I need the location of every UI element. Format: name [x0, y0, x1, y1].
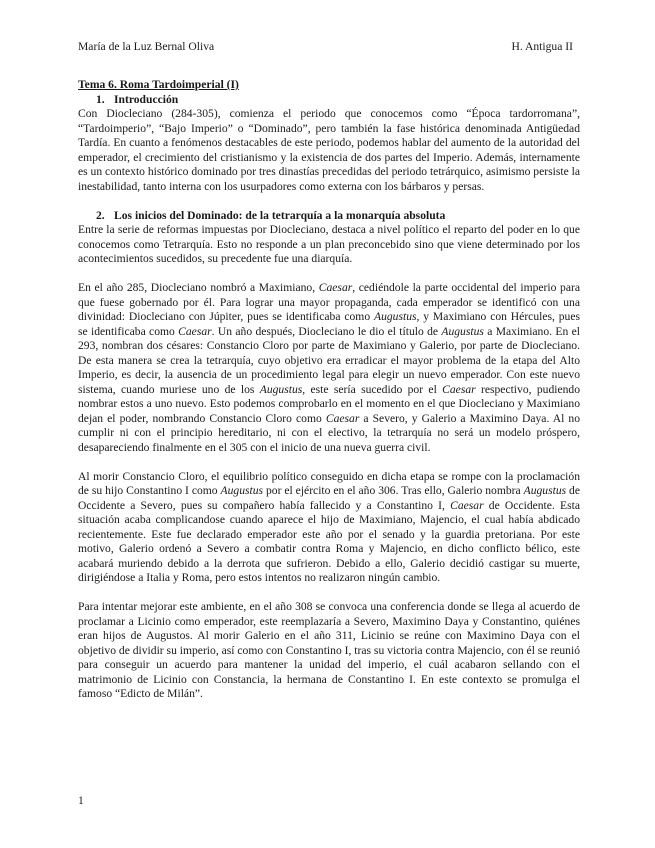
page-number: 1 — [78, 794, 84, 807]
paragraph-reforms: Entre la serie de reformas impuestas por Diocleciano, destaca a nivel político el reparto del poder en lo que conocemos como Tetrarquía. Esto no responde a un plan preconcebido sino que viene determinado por los acontecimientos sucedidos, su precedente fue una diarquía. — [78, 223, 580, 265]
section-title: Los inicios del Dominado: de la tetrarquía a la monarquía absoluta — [114, 208, 446, 222]
paragraph-tetrarchy: En el año 285, Diocleciano nombró a Maximiano, Caesar, cediéndole la parte occidental del imperio para que fuese gobernado por él. Para lograr una mayor propaganda, cada emperador se identificó con una divinidad: Diocleciano con Júpiter, pues se identificaba como Augustus, y Maximiano con Hércules, pues se identificaba como Caesar. Un año después, Diocleciano le dio el título de Augustus a Maximiano. En el 293, nombran dos césares: Constancio Cloro por parte de Maximiano y Galerio, por parte de Diocleciano. De esta manera se crea la tetrarquía, cuyo objetivo era erradicar el mayor problema de la etapa del Alto Imperio, es decir, la ausencia de un procedimiento legal para elegir un nuevo emperador. Con este nuevo sistema, cuando muriese uno de los Augustus, este sería sucedido por el Caesar respectivo, pudiendo nombrar estos a uno nuevo. Esto podemos comprobarlo en el momento en el que Diocleciano y Maximiano dejan el poder, nombrando Constancio Cloro como Caesar a Severo, y Galerio a Maximino Daya. Al no cumplir ni con el principio hereditario, ni con el electivo, la tetrarquía no será un modelo próspero, desapareciendo finalmente en el 305 con el inicio de una nueva guerra civil. — [78, 281, 581, 454]
paragraph-constantine: Al morir Constancio Cloro, el equilibrio político conseguido en dicha etapa se rompe con la proclamación de su hijo Constantino I como Augustus por el ejército en el año 306. Tras ello, Galerio nombra Augustus de Occidente a Severo, pues su compañero había fallecido y a Constantino I, Caesar de Occidente. Esta situación acaba complicandose cuando aparece el hijo de Maximiano, Majencio, el cual había abdicado recientemente. Este fue declarado emperador este año por el senado y la guardia pretoriana. Por este motivo, Galerio ordenó a Severo a combatir contra Roma y Majencio, en dicho conflicto bélico, este acabará muriendo debido a la derrota que sufrieron. Debido a ello, Galerio decidió castigar su muerte, dirigiéndose a Italia y Roma, pero estos intentos no realizaron ningún cambio. — [78, 469, 580, 584]
section-heading-1 — [78, 93, 580, 108]
section-title: Introducción — [114, 92, 179, 106]
section-number: 1. — [96, 92, 105, 106]
section-number: 2. — [96, 208, 105, 222]
header-course: H. Antigua II — [511, 40, 573, 53]
header-author: María de la Luz Bernal Oliva — [78, 40, 215, 53]
document-body — [78, 78, 580, 702]
section-heading-2 — [78, 209, 580, 224]
page-header — [78, 40, 577, 56]
paragraph-milan: Para intentar mejorar este ambiente, en el año 308 se convoca una conferencia donde se llega al acuerdo de proclamar a Licinio como emperador, este reemplazaría a Severo, Maximino Daya y Constantino, quiénes eran hijos de Augustos. Al morir Galerio en el año 311, Licinio se reúne con Maximino Daya con el objetivo de dividir su imperio, así como con Constantino I, tras su victoria contra Majencio, con él se reunió para conseguir un acuerdo para mantener la unidad del imperio, el cuál acabaron sellando con el matrimonio de Licinio con Constancia, la hermana de Constantino I. En este contexto se promulga el famoso “Edicto de Milán”. — [78, 600, 580, 700]
paragraph-introduction: Con Diocleciano (284-305), comienza el periodo que conocemos como “Época tardorromana”, “Tardoimperio”, “Bajo Imperio” o “Dominado”, pero también la fase histórica denominada Antigüedad Tardía. En cuanto a fenómenos destacables de este periodo, podemos hablar del aumento de la autoridad del emperador, el crecimiento del cristianismo y la existencia de dos partes del Imperio. Además, internamente es un contexto histórico dominado por tres dinastías precedidas del periodo tetrárquico, asimismo persiste la inestabilidad, tanto interna con los usurpadores como externa con los bárbaros y persas. — [78, 107, 580, 193]
document-title: Tema 6. Roma Tardoimperial (I) — [78, 78, 239, 91]
